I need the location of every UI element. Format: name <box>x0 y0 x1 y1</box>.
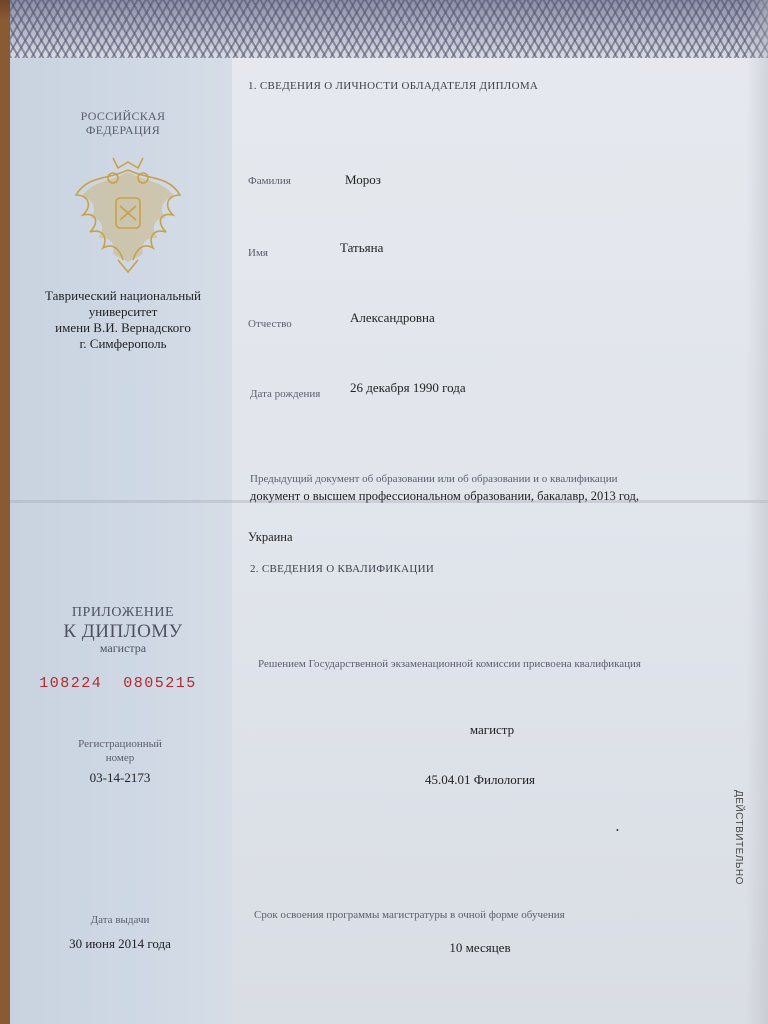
qualification-value: магистр <box>469 722 515 737</box>
section2-heading: 2. СВЕДЕНИЯ О КВАЛИФИКАЦИИ <box>250 563 435 575</box>
university-line4: г. Симферополь <box>79 336 167 351</box>
patronymic-label: Отчество <box>248 318 292 330</box>
specialty-value: 45.04.01 Филология <box>424 772 536 787</box>
russian-coat-of-arms-icon <box>68 150 188 275</box>
decision-text: Решением Государственной экзаменационной комиссии присвоена квалификация <box>258 658 641 670</box>
name-label: Имя <box>248 247 268 259</box>
birth-label: Дата рождения <box>250 388 321 400</box>
reg-label-line1: Регистрационный <box>78 738 162 750</box>
guilloche-border <box>10 0 768 58</box>
margin-text: ДЕЙСТВИТЕЛЬНО <box>733 790 744 885</box>
surname-value: Мороз <box>345 172 381 187</box>
prev-doc-label: Предыдущий документ об образовании или об образовании и о квалификации <box>250 473 618 485</box>
university-line3: имени В.И. Вернадского <box>55 320 191 335</box>
prev-doc-line2: документ о высшем профессиональном образовании, бакалавр, 2013 год, <box>250 489 640 503</box>
serial-number: 108224 0805215 <box>39 675 197 692</box>
patronymic-value: Александровна <box>350 310 435 325</box>
duration-value: 10 месяцев <box>449 940 511 955</box>
country-line2: ФЕДЕРАЦИЯ <box>85 123 161 137</box>
reg-number: 03-14-2173 <box>89 770 151 785</box>
surname-label: Фамилия <box>248 175 291 187</box>
ink-dot: • <box>616 826 619 835</box>
issue-label: Дата выдачи <box>90 914 150 926</box>
name-value: Татьяна <box>340 240 384 255</box>
country-line1: РОССИЙСКАЯ <box>80 109 166 123</box>
diploma-supplement-page <box>10 0 768 1024</box>
birth-value: 26 декабря 1990 года <box>350 380 466 395</box>
university-line2: университет <box>88 304 158 319</box>
doc-title-line2: К ДИПЛОМУ <box>63 621 183 642</box>
section1-heading: 1. СВЕДЕНИЯ О ЛИЧНОСТИ ОБЛАДАТЕЛЯ ДИПЛОМА <box>248 80 539 92</box>
university-line1: Таврический национальный <box>45 288 201 303</box>
doc-title-line3: магистра <box>99 641 147 655</box>
reg-label-line2: номер <box>105 752 135 764</box>
doc-title-line1: ПРИЛОЖЕНИЕ <box>71 605 175 620</box>
page-edge <box>746 0 768 1024</box>
duration-label: Срок освоения программы магистратуры в очной форме обучения <box>254 909 565 921</box>
issue-date: 30 июня 2014 года <box>69 936 171 951</box>
prev-doc-line3: Украина <box>248 530 293 544</box>
